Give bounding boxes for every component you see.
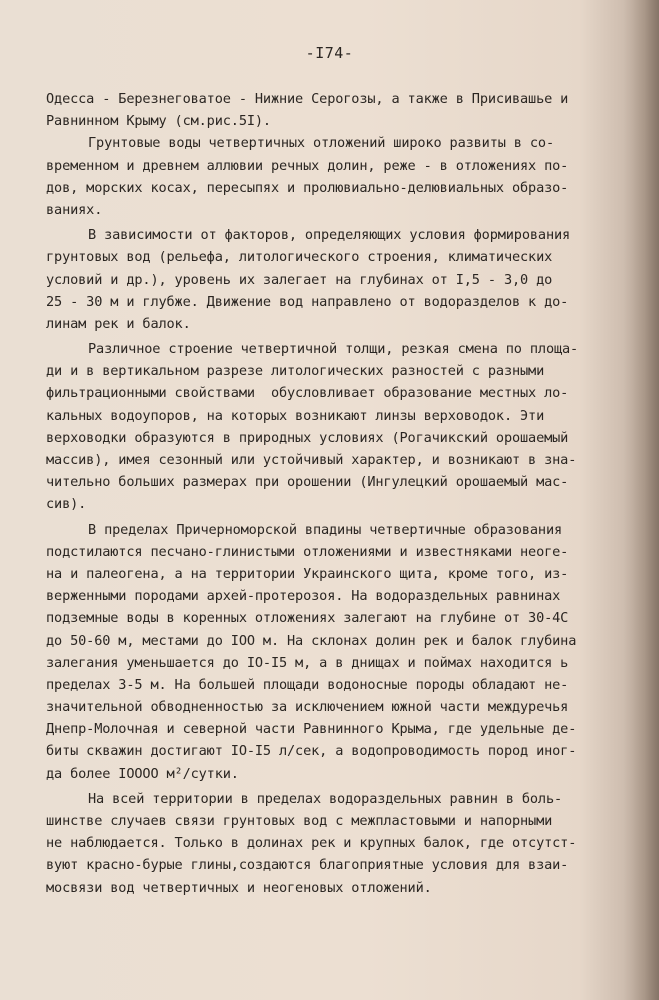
text-line: пределах 3-5 м. На большей площади водоносные породы обладают не- <box>46 676 569 693</box>
text-line: значительной обводненностью за исключением южной части междуречья <box>46 699 569 716</box>
text-line: На всей территории в пределах водораздельных равнин в боль- <box>88 790 563 807</box>
text-line: В зависимости от факторов, определяющих условия формирования <box>88 227 571 244</box>
paragraph <box>46 519 631 785</box>
paragraph <box>46 224 631 335</box>
text-line: ваниях. <box>46 201 103 218</box>
text-line: на и палеогена, а на территории Украинского щита, кроме того, из- <box>46 565 569 582</box>
text-line: фильтрационными свойствами обусловливает образование местных ло- <box>46 385 569 402</box>
text-line: Грунтовые воды четвертичных отложений широко развиты в со- <box>88 135 554 152</box>
paragraph <box>46 132 631 221</box>
text-line: шинстве случаев связи грунтовых вод с межпластовыми и напорными <box>46 813 553 829</box>
text-line: массив), имея сезонный или устойчивый характер, и возникают в зна- <box>46 452 577 468</box>
text-line: подстилаются песчано-глинистыми отложениями и известняками неоге- <box>46 543 569 560</box>
text-line: верховодки образуются в природных условиях (Рогачикский орошаемый <box>46 429 569 446</box>
body-text <box>46 88 631 899</box>
text-line: да более IOOOO м²/сутки. <box>46 765 239 782</box>
text-line: ди и в вертикальном разрезе литологических разностей с разными <box>46 363 545 380</box>
text-line: сив). <box>46 496 87 513</box>
text-line: верженными породами архей-протерозоя. На водораздельных равнинах <box>46 588 561 605</box>
text-line: Днепр-Молочная и северной части Равнинного Крыма, где удельные де- <box>46 721 577 738</box>
text-line: Равнинном Крыму (см.рис.5I). <box>46 113 271 130</box>
text-line: В пределах Причерноморской впадины четвертичные образования <box>88 521 563 538</box>
paragraph <box>46 88 631 132</box>
text-line: грунтовых вод (рельефа, литологического строения, климатических <box>46 249 553 266</box>
text-line: мосвязи вод четвертичных и неогеновых отложений. <box>46 879 432 896</box>
text-line: временном и древнем аллювии речных долин, реже - в отложениях по- <box>46 157 569 174</box>
text-line: линам рек и балок. <box>46 315 191 332</box>
text-line: залегания уменьшается до IO-I5 м, а в днищах и поймах находится ь <box>46 654 569 671</box>
text-line: подземные воды в коренных отложениях залегают на глубине от 30-4С <box>46 610 569 627</box>
text-line: до 50-60 м, местами до IOO м. На склонах долин рек и балок глубина <box>46 632 577 649</box>
text-line: условий и др.), уровень их залегает на глубинах от I,5 - 3,0 до <box>46 271 553 288</box>
text-line: чительно больших размерах при орошении (Ингулецкий орошаемый мас- <box>46 474 569 491</box>
text-line: биты скважин достигают IO-I5 л/сек, а водопроводимость пород иног- <box>46 743 577 760</box>
text-line: Различное строение четвертичной толщи, резкая смена по площа- <box>88 341 579 358</box>
text-line: не наблюдается. Только в долинах рек и крупных балок, где отсутст- <box>46 835 577 852</box>
text-line: дов, морских косах, пересыпях и пролювиально-делювиальных образо- <box>46 179 569 196</box>
paragraph <box>46 338 631 516</box>
text-line: вуют красно-бурые глины,создаются благоприятные условия для взаи- <box>46 857 569 874</box>
page-number: -I74- <box>305 44 354 62</box>
text-line: кальных водоупоров, на которых возникают линзы верховодок. Эти <box>46 407 545 424</box>
text-line: 25 - 30 м и глубже. Движение вод направлено от водоразделов к до- <box>46 293 569 310</box>
text-line: Одесса - Березнеговатое - Нижние Серогозы, а также в Присивашье и <box>46 91 569 107</box>
paragraph <box>46 788 631 899</box>
